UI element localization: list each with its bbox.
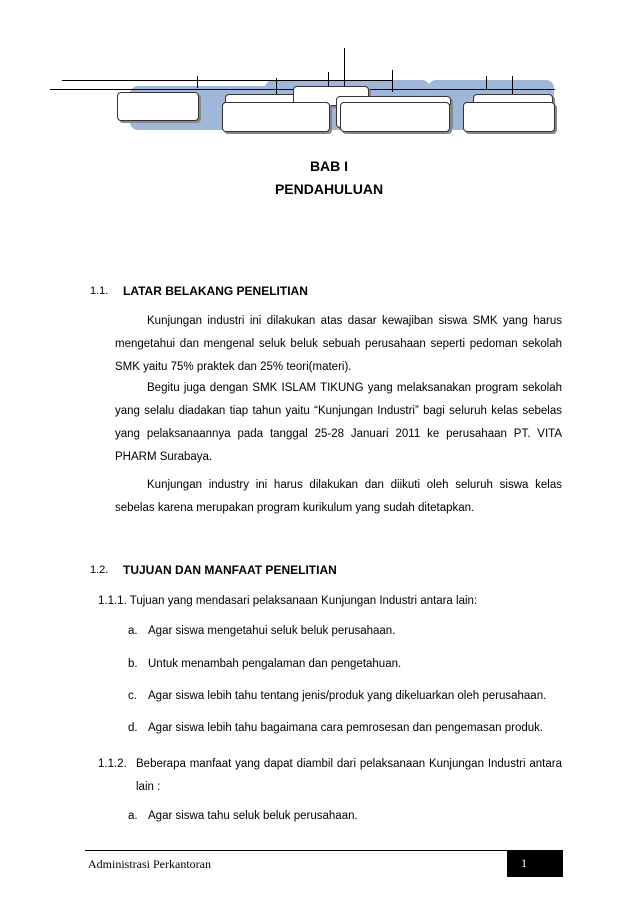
chart-line [392,70,393,92]
chapter-title: PENDAHULUAN [274,181,384,197]
list-letter: a. [128,625,138,637]
chart-box [340,102,450,132]
footer-text: Administrasi Perkantoran [88,857,211,871]
list-text: Agar siswa tahu seluk beluk perusahaan. [148,810,358,822]
chart-line [512,76,513,94]
subsection-number: 1.1.2. [98,758,127,770]
chapter-label: BAB I [309,158,349,174]
chart-top-line-2 [62,80,392,81]
list-letter: b. [128,658,138,670]
chart-line [486,76,487,90]
page-number-box [507,851,563,877]
section-heading: LATAR BELAKANG PENELITIAN [123,284,308,298]
list-text: Agar siswa lebih tahu bagaimana cara pemrosesan dan pengemasan produk. [148,722,544,734]
section-number: 1.1. [90,285,109,297]
list-text: Agar siswa mengetahui seluk beluk perusahaan. [148,625,396,637]
subsection-text: 1.1.1. Tujuan yang mendasari pelaksanaan Kunjungan Industri antara lain: [98,595,478,607]
org-chart-fragment [0,0,638,140]
subsection-text: Beberapa manfaat yang dapat diambil dari pelaksanaan Kunjungan Industri antara lain : [136,758,562,793]
footer-divider [85,850,563,851]
chart-box [117,92,199,121]
section-heading: TUJUAN DAN MANFAAT PENELITIAN [123,563,337,577]
paragraph: Kunjungan industry ini harus dilakukan dan diikuti oleh seluruh siswa kelas sebelas karena merupakan program kurikulum yang sudah ditetapkan. [115,479,562,514]
section-number: 1.2. [90,564,109,576]
chart-line [197,76,198,88]
list-text: Untuk menambah pengalaman dan pengetahuan. [148,658,402,670]
list-letter: a. [128,810,138,822]
paragraph: Kunjungan industri ini dilakukan atas dasar kewajiban siswa SMK yang harus mengetahui dan mengenal seluk beluk sebuah perusahaan seperti pedoman sekolah SMK yaitu 75% praktek dan 25% teori(materi). [115,315,562,373]
chart-box [463,102,555,132]
list-letter: c. [128,690,137,702]
chart-stem [344,48,345,90]
list-text: Agar siswa lebih tahu tentang jenis/produk yang dikeluarkan oleh perusahaan. [148,690,547,702]
list-letter: d. [128,722,138,734]
chart-line [276,78,277,94]
paragraph: Begitu juga dengan SMK ISLAM TIKUNG yang melaksanakan program sekolah yang selalu diadakan tiap tahun yaitu “Kunjungan Industri” bagi seluruh kelas sebelas yang pelaksanaannya pada tanggal 25-28 Januari 2011 ke perusahaan PT. VITA PHARM Surabaya. [115,382,562,463]
chart-box [222,102,330,132]
page-number: 1 [521,856,527,870]
